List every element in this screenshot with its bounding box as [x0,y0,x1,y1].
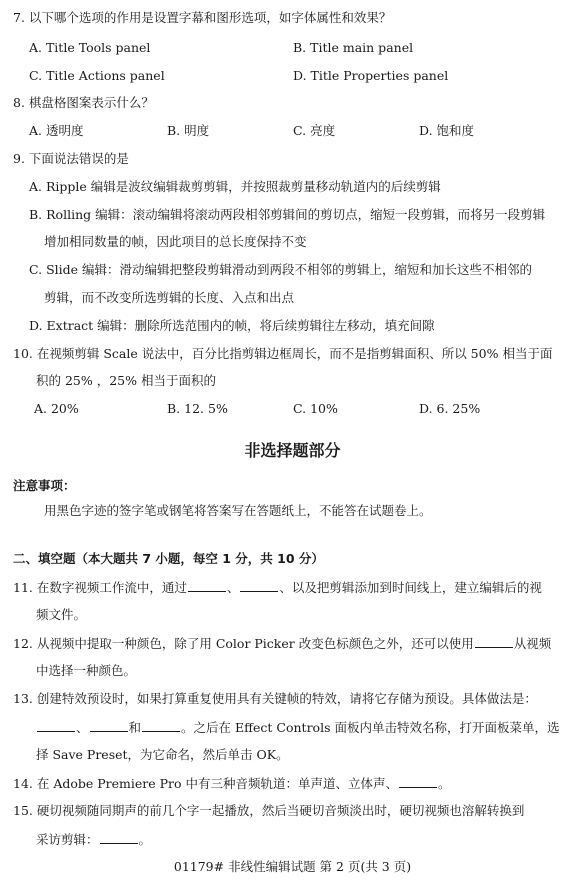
question-14 [13,774,451,793]
answer-blank[interactable] [475,634,513,648]
q13-text-5: 择 Save Preset，为它命名，然后单击 OK。 [36,747,289,762]
q7-option-d: D. Title Properties panel [293,68,449,83]
q10-option-b: B. 12. 5% [167,401,228,416]
notice-title: 注意事项： [13,478,76,493]
question-15-blank [36,830,151,849]
q8-option-a: A. 透明度 [29,123,84,138]
q11-text-3: 、以及把剪辑添加到时间线上，建立编辑后的视 [279,580,542,595]
q11-text-4: 频文件。 [36,607,87,622]
notice-text: 用黑色字迹的签字笔或钢笔将答案写在答题纸上，不能答在试题卷上。 [44,503,432,518]
question-9-stem: 9. 下面说法错误的是 [13,151,129,166]
question-10-stem-line2: 积的 25% ，25% 相当于面积的 [36,373,216,388]
q13-text-4: 。之后在 Effect Controls 面板内单击特效名称，打开面板菜单，选 [181,720,560,735]
q8-option-c: C. 亮度 [293,123,336,138]
q13-text-3: 和 [128,720,142,735]
q13-text-1: 13. 创建特效预设时，如果打算重复使用具有关键帧的特效，请将它存储为预设。具体做法是： [13,691,537,706]
q9-statement-c: C. Slide 编辑：滑动编辑把整段剪辑滑动到两段不相邻的剪辑上，缩短和加长这些不相邻的 [29,262,532,277]
answer-blank[interactable] [188,578,226,592]
answer-blank[interactable] [142,718,180,732]
q12-text-3: 中选择一种颜色。 [36,663,137,678]
answer-blank[interactable] [100,830,138,844]
q11-text-2: 、 [226,580,240,595]
q9-statement-b: B. Rolling 编辑：滚动编辑将滚动两段相邻剪辑间的剪切点，缩短一段剪辑，而将另一段剪辑 [29,207,546,222]
section-title: 非选择题部分 [244,441,341,460]
question-12 [13,634,551,653]
page-footer: 01179# 非线性编辑试题 第 2 页(共 3 页) [173,859,412,874]
q9-statement-b-cont: 增加相同数量的帧，因此项目的总长度保持不变 [44,234,307,249]
q7-option-a: A. Title Tools panel [29,40,151,55]
q7-option-b: B. Title main panel [293,40,414,55]
question-13-blanks [36,718,559,737]
q12-text-1: 12. 从视频中提取一种颜色，除了用 Color Picker 改变色标颜色之外，还可以使用 [13,636,474,651]
question-7-stem: 7. 以下哪个选项的作用是设置字幕和图形选项，如字体属性和效果？ [13,10,392,25]
q8-option-d: D. 饱和度 [419,123,475,138]
q14-text-1: 14. 在 Adobe Premiere Pro 中有三种音频轨道：单声道、立体声、 [13,776,399,791]
q12-text-2: 从视频 [513,636,552,651]
q10-option-a: A. 20% [34,401,79,416]
q13-text-2: 、 [76,720,89,735]
q8-option-b: B. 明度 [167,123,210,138]
q11-text-1: 11. 在数字视频工作流中，通过 [13,580,187,595]
q7-option-c: C. Title Actions panel [29,68,165,83]
q10-option-c: C. 10% [293,401,338,416]
q9-statement-a: A. Ripple 编辑是波纹编辑裁剪剪辑，并按照裁剪量移动轨道内的后续剪辑 [29,179,441,194]
q15-text-1: 15. 硬切视频随同期声的前几个字一起播放，然后当硬切音频淡出时，硬切视频也溶解转换到 [13,803,525,818]
q9-statement-d: D. Extract 编辑：删除所选范围内的帧，将后续剪辑往左移动，填充间隙 [29,318,435,333]
question-8-stem: 8. 棋盘格图案表示什么？ [13,95,154,110]
q9-statement-c-cont: 剪辑，而不改变所选剪辑的长度、入点和出点 [44,290,295,305]
answer-blank[interactable] [399,774,437,788]
q10-option-d: D. 6. 25% [419,401,481,416]
q14-text-2: 。 [438,776,451,791]
fill-section-header: 二、填空题（本大题共 7 小题，每空 1 分，共 10 分） [13,551,324,566]
answer-blank[interactable] [90,718,128,732]
answer-blank[interactable] [37,718,75,732]
question-11 [13,578,542,597]
q15-text-2: 采访剪辑： [36,832,99,847]
question-10-stem-line1: 10. 在视频剪辑 Scale 说法中，百分比指剪辑边框周长，而不是指剪辑面积、所以 50% 相当于面 [13,346,553,361]
q15-text-3: 。 [138,832,152,847]
answer-blank[interactable] [240,578,278,592]
